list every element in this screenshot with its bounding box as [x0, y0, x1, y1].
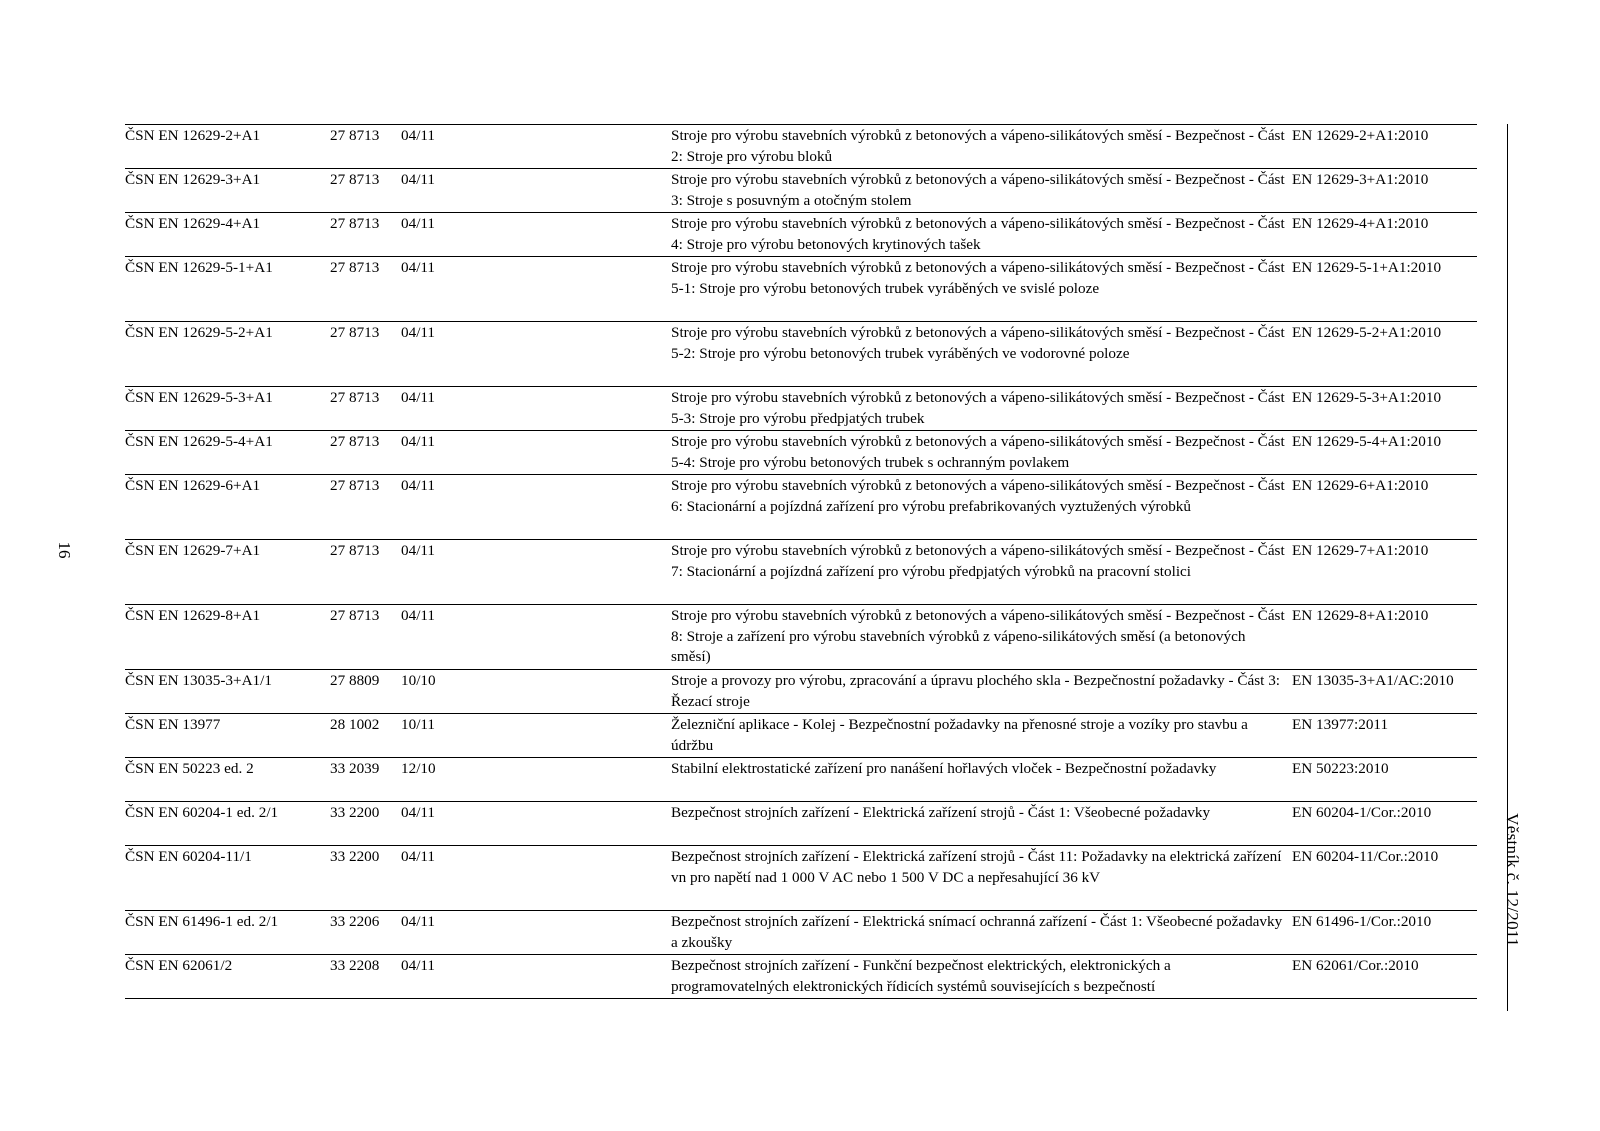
european-standard: EN 13035-3+A1/AC:2010 — [1292, 672, 1454, 689]
classification-code: 33 2200 — [330, 804, 380, 821]
european-standard: EN 61496-1/Cor.:2010 — [1292, 913, 1432, 930]
standard-number: ČSN EN 12629-4+A1 — [125, 215, 261, 232]
standard-title: Stroje pro výrobu stavebních výrobků z betonových a vápeno-silikátových směsí - Bezpečnost - Část 5-2: Stroje pro výrobu betonových trubek vyráběných ve vodorovné poloze — [671, 324, 1285, 362]
standard-number: ČSN EN 12629-5-3+A1 — [125, 389, 273, 406]
standard-title: Stroje pro výrobu stavebních výrobků z betonových a vápeno-silikátových směsí - Bezpečnost - Část 5-4: Stroje pro výrobu betonových trubek s ochranným povlakem — [671, 433, 1285, 471]
standard-title: Stroje pro výrobu stavebních výrobků z betonových a vápeno-silikátových směsí - Bezpečnost - Část 2: Stroje pro výrobu bloků — [671, 127, 1285, 165]
standard-number: ČSN EN 12629-3+A1 — [125, 171, 261, 188]
european-standard: EN 60204-1/Cor.:2010 — [1292, 804, 1432, 821]
table-row — [125, 475, 1477, 540]
european-standard: EN 50223:2010 — [1292, 760, 1389, 777]
standard-number: ČSN EN 12629-2+A1 — [125, 127, 261, 144]
standard-number: ČSN EN 12629-5-4+A1 — [125, 433, 273, 450]
classification-code: 27 8713 — [330, 433, 380, 450]
standard-number: ČSN EN 50223 ed. 2 — [125, 760, 254, 777]
european-standard: EN 12629-7+A1:2010 — [1292, 542, 1429, 559]
european-standard: EN 60204-11/Cor.:2010 — [1292, 848, 1439, 865]
table-row — [125, 257, 1477, 322]
classification-code: 27 8713 — [330, 215, 380, 232]
european-standard: EN 12629-3+A1:2010 — [1292, 171, 1429, 188]
issue-date: 04/11 — [401, 433, 436, 450]
european-standard: EN 12629-5-4+A1:2010 — [1292, 433, 1442, 450]
table-row — [125, 714, 1477, 758]
classification-code: 27 8713 — [330, 607, 380, 624]
standard-title: Stroje a provozy pro výrobu, zpracování a úpravu plochého skla - Bezpečnostní požadavky - Část 3: Řezací stroje — [671, 672, 1281, 710]
standard-number: ČSN EN 12629-5-1+A1 — [125, 259, 273, 276]
standard-title: Stabilní elektrostatické zařízení pro nanášení hořlavých vloček - Bezpečnostní požadavky — [671, 760, 1217, 777]
standard-title: Stroje pro výrobu stavebních výrobků z betonových a vápeno-silikátových směsí - Bezpečnost - Část 7: Stacionární a pojízdná zařízení pro výrobu předpjatých výrobků na pracovní stolici — [671, 542, 1285, 580]
standard-title: Stroje pro výrobu stavebních výrobků z betonových a vápeno-silikátových směsí - Bezpečnost - Část 5-1: Stroje pro výrobu betonových trubek vyráběných ve svislé poloze — [671, 259, 1285, 297]
standard-title: Stroje pro výrobu stavebních výrobků z betonových a vápeno-silikátových směsí - Bezpečnost - Část 4: Stroje pro výrobu betonových krytinových tašek — [671, 215, 1285, 253]
classification-code: 27 8713 — [330, 324, 380, 341]
issue-date: 04/11 — [401, 324, 436, 341]
issue-date: 04/11 — [401, 607, 436, 624]
standard-title: Stroje pro výrobu stavebních výrobků z betonových a vápeno-silikátových směsí - Bezpečnost - Část 3: Stroje s posuvným a otočným stolem — [671, 171, 1285, 209]
standard-title: Bezpečnost strojních zařízení - Elektrická snímací ochranná zařízení - Část 1: Všeobecné požadavky a zkoušky — [671, 913, 1283, 951]
classification-code: 27 8713 — [330, 542, 380, 559]
table-row — [125, 802, 1477, 846]
issue-date: 04/11 — [401, 127, 436, 144]
classification-code: 33 2039 — [330, 760, 380, 777]
page-number: 16 — [55, 541, 74, 559]
standard-number: ČSN EN 12629-7+A1 — [125, 542, 261, 559]
classification-code: 33 2206 — [330, 913, 380, 930]
table-row — [125, 911, 1477, 955]
classification-code: 28 1002 — [330, 716, 380, 733]
table-row — [125, 322, 1477, 387]
table-row — [125, 169, 1477, 213]
european-standard: EN 62061/Cor.:2010 — [1292, 957, 1419, 974]
classification-code: 27 8713 — [330, 259, 380, 276]
table-row — [125, 955, 1477, 999]
issue-date: 04/11 — [401, 215, 436, 232]
classification-code: 27 8713 — [330, 127, 380, 144]
classification-code: 33 2200 — [330, 848, 380, 865]
standard-number: ČSN EN 13977 — [125, 716, 221, 733]
issue-date: 04/11 — [401, 389, 436, 406]
classification-code: 33 2208 — [330, 957, 380, 974]
standard-title: Bezpečnost strojních zařízení - Funkční bezpečnost elektrických, elektronických a programovatelných elektronických řídicích systémů souvisejících s bezpečností — [671, 957, 1171, 995]
table-row — [125, 605, 1477, 670]
standard-title: Stroje pro výrobu stavebních výrobků z betonových a vápeno-silikátových směsí - Bezpečnost - Část 8: Stroje a zařízení pro výrobu stavebních výrobků z vápeno-silikátových směsí (a betonových směsí) — [671, 607, 1285, 665]
european-standard: EN 12629-5-2+A1:2010 — [1292, 324, 1442, 341]
standard-title: Stroje pro výrobu stavebních výrobků z betonových a vápeno-silikátových směsí - Bezpečnost - Část 6: Stacionární a pojízdná zařízení pro výrobu prefabrikovaných vyztužených výrobků — [671, 477, 1285, 515]
standard-number: ČSN EN 61496-1 ed. 2/1 — [125, 913, 279, 930]
european-standard: EN 12629-2+A1:2010 — [1292, 127, 1429, 144]
issue-date: 04/11 — [401, 171, 436, 188]
issue-date: 10/11 — [401, 716, 436, 733]
european-standard: EN 12629-6+A1:2010 — [1292, 477, 1429, 494]
table-row — [125, 387, 1477, 431]
issue-date: 04/11 — [401, 477, 436, 494]
table-row — [125, 213, 1477, 257]
standard-number: ČSN EN 13035-3+A1/1 — [125, 672, 272, 689]
table-row — [125, 125, 1477, 169]
issue-date: 04/11 — [401, 804, 436, 821]
table-row — [125, 758, 1477, 802]
classification-code: 27 8713 — [330, 389, 380, 406]
standard-number: ČSN EN 62061/2 — [125, 957, 233, 974]
issue-date: 04/11 — [401, 848, 436, 865]
standard-title: Železniční aplikace - Kolej - Bezpečnostní požadavky na přenosné stroje a vozíky pro stavbu a údržbu — [671, 716, 1248, 754]
issue-date: 12/10 — [401, 760, 436, 777]
european-standard: EN 12629-5-3+A1:2010 — [1292, 389, 1442, 406]
issue-date: 04/11 — [401, 259, 436, 276]
standard-number: ČSN EN 60204-11/1 — [125, 848, 252, 865]
standard-title: Stroje pro výrobu stavebních výrobků z betonových a vápeno-silikátových směsí - Bezpečnost - Část 5-3: Stroje pro výrobu předpjatých trubek — [671, 389, 1285, 427]
standard-number: ČSN EN 60204-1 ed. 2/1 — [125, 804, 279, 821]
table-row — [125, 540, 1477, 605]
european-standard: EN 13977:2011 — [1292, 716, 1389, 733]
table-row — [125, 431, 1477, 475]
european-standard: EN 12629-4+A1:2010 — [1292, 215, 1429, 232]
issue-date: 04/11 — [401, 913, 436, 930]
classification-code: 27 8713 — [330, 477, 380, 494]
european-standard: EN 12629-8+A1:2010 — [1292, 607, 1429, 624]
standards-table — [125, 124, 1477, 999]
table-row — [125, 670, 1477, 714]
table-row — [125, 846, 1477, 911]
issue-date: 04/11 — [401, 957, 436, 974]
standard-number: ČSN EN 12629-6+A1 — [125, 477, 261, 494]
issue-date: 04/11 — [401, 542, 436, 559]
issue-date: 10/10 — [401, 672, 436, 689]
journal-issue: Věstník č. 12/2011 — [1503, 813, 1522, 947]
classification-code: 27 8809 — [330, 672, 380, 689]
standard-number: ČSN EN 12629-5-2+A1 — [125, 324, 273, 341]
standard-number: ČSN EN 12629-8+A1 — [125, 607, 261, 624]
standard-title: Bezpečnost strojních zařízení - Elektrická zařízení strojů - Část 11: Požadavky na elektrická zařízení vn pro napětí nad 1 000 V AC nebo 1 500 V DC a nepřesahující 36 kV — [671, 848, 1282, 886]
european-standard: EN 12629-5-1+A1:2010 — [1292, 259, 1442, 276]
standard-title: Bezpečnost strojních zařízení - Elektrická zařízení strojů - Část 1: Všeobecné požadavky — [671, 804, 1211, 821]
classification-code: 27 8713 — [330, 171, 380, 188]
